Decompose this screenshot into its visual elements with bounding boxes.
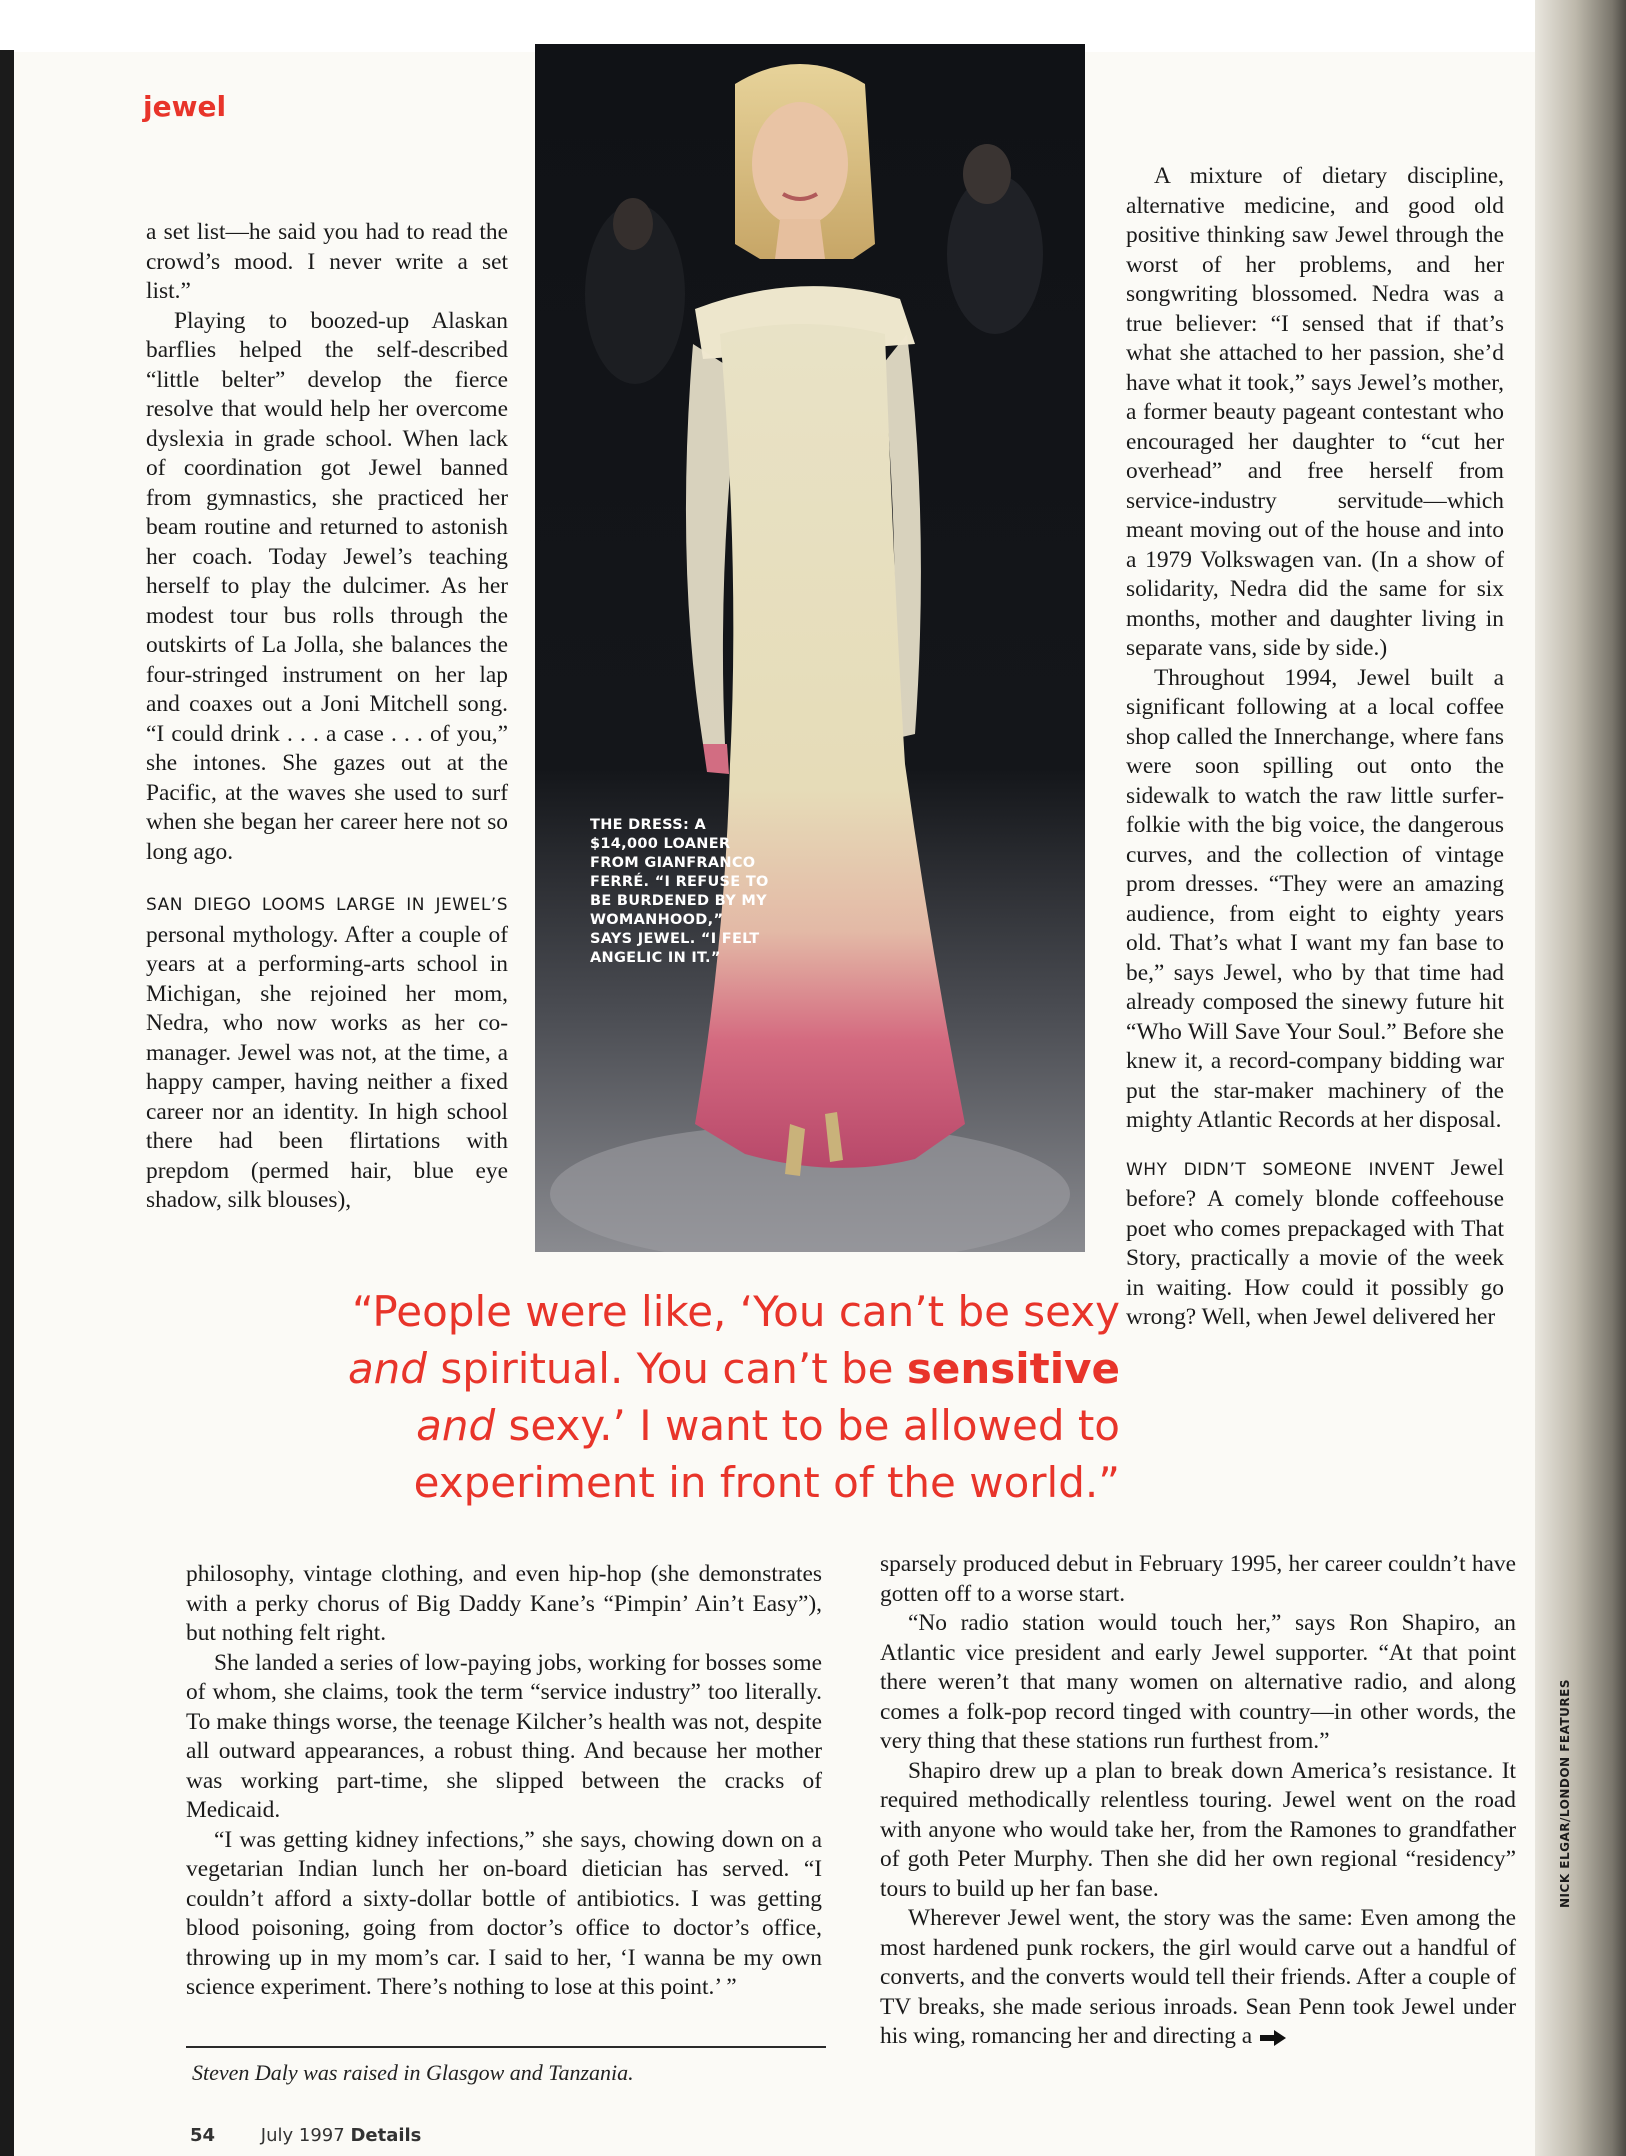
column-3 <box>1126 162 1504 1333</box>
author-bio: Steven Daly was raised in Glasgow and Tanzania. <box>192 2060 634 2085</box>
folio <box>190 2125 421 2146</box>
paragraph: She landed a series of low-paying jobs, working for bosses some of whom, she claims, took the term “service industry” too literally. To make things worse, the teenage Kilcher’s health was not, despite all outward appearances, a robust thing. And because her mother was working part-time, she slipped between the cracks of Medicaid. <box>186 1649 822 1823</box>
section-label: jewel <box>143 90 227 123</box>
photo <box>535 44 1085 1252</box>
paragraph: sparsely produced debut in February 1995, her career couldn’t have gotten off to a worse start. <box>880 1551 1516 1607</box>
section-text: Jewel before? A comely blonde coffeehouse poet who comes prepackaged with That Story, practically a movie of the week in waiting. How could it possibly go wrong? Well, when Jewel delivered her <box>1126 1154 1504 1330</box>
column-bottom-left <box>186 1560 822 2003</box>
bio-rule <box>186 2046 826 2048</box>
paragraph: a set list—he said you had to read the crowd’s mood. I never write a set list.” <box>146 219 508 304</box>
paragraph: “No radio station would touch her,” says Ron Shapiro, an Atlantic vice president and early Jewel supporter. “At that point there weren’t that many women on alternative radio, and along comes a folk-pop record tinged with country—in other words, the very thing that these stations run furthest from.” <box>880 1610 1516 1754</box>
binding-edge <box>0 50 14 2156</box>
section-text: personal mythology. After a couple of years at a performing-arts school in Michigan, she rejoined her mom, Nedra, who now works as her co-manager. Jewel was not, at the time, a happy camper, having neither a fixed career nor an identity. In high school there had been flirtations with prepdom (permed hair, blue eye shadow, silk blouses), <box>146 921 508 1213</box>
issue-date: July 1997 <box>260 2125 345 2146</box>
magazine-name: Details <box>350 2125 422 2146</box>
pull-quote-line: experiment in front of the world.” <box>413 1458 1120 1507</box>
paragraph: Shapiro drew up a plan to break down America’s resistance. It required methodically relentless touring. Jewel went on the road with anyone who would take her, from the Ramones to grandfather of goth Peter Murphy. Then she did her own regional “residency” tours to build up her fan base. <box>880 1757 1516 1902</box>
paragraph: “I was getting kidney infections,” she says, chowing down on a vegetarian Indian lunch her on-board dietician has served. “I couldn’t afford a sixty-dollar bottle of antibiotics. I was getting blood poisoning, going from doctor’s office to doctor’s office, throwing up in my mom’s car. I said to her, ‘I wanna be my own science experiment. There’s nothing to lose at this point.’ ” <box>186 1826 822 2000</box>
right-arrow-icon <box>1260 2030 1286 2046</box>
photo-credit: NICK ELGAR/LONDON FEATURES <box>1558 1679 1572 1908</box>
photo-illustration <box>535 44 1085 1252</box>
paragraph: Wherever Jewel went, the story was the same: Even among the most hardened punk rockers, the girl would carve out a handful of converts, and the converts would tell their friends. After a couple of TV breaks, she made serious inroads. Sean Penn took Jewel under his wing, romancing her and directing a <box>880 1905 1516 2049</box>
page-number: 54 <box>190 2125 216 2146</box>
paragraph: Playing to boozed-up Alaskan barflies helped the self-described “little belter” develop the fierce resolve that would help her overcome dyslexia in grade school. When lack of coordination got Jewel banned from gymnastics, she practiced her beam routine and returned to astonish her coach. Today Jewel’s teaching herself to play the dulcimer. As her modest tour bus rolls through the outskirts of La Jolla, she balances the four-stringed instrument on her lap and coaxes out a Joni Mitchell song. “I could drink . . . a case . . . of you,” she intones. She gazes out at the Pacific, at the waves she used to surf when she began her career here not so long ago. <box>146 307 508 865</box>
photo-caption: THE DRESS: A $14,000 LOANER FROM GIANFRANCO FERRÉ. “I REFUSE TO BE BURDENED BY MY WOMANHOOD,” SAYS JEWEL. “I FELT ANGELIC IN IT.” <box>590 817 769 966</box>
column-bottom-right <box>880 1550 1516 2052</box>
pull-quote-line: and spiritual. You can’t be sensitive <box>347 1344 1120 1393</box>
section-paragraph <box>1126 1154 1504 1333</box>
paragraph: A mixture of dietary discipline, alternative medicine, and good old positive thinking saw Jewel through the worst of her problems, and her songwriting blossomed. Nedra was a true believer: “I sensed that if that’s what she attached to her passion, she’d have what it took,” says Jewel’s mother, a former beauty pageant contestant who encouraged her daughter to “cut her overhead” and free herself from service-industry servitude—which meant moving out of the house and into a 1979 Volkswagen van. (In a show of solidarity, Nedra did the same for six months, mother and daughter living in separate vans, side by side.) <box>1126 163 1504 661</box>
section-paragraph <box>146 889 508 1216</box>
paragraph: Throughout 1994, Jewel built a significant following at a local coffee shop called the Innerchange, where fans were soon spilling out onto the sidewalk to watch the raw little surfer-folkie with the big voice, the dangerous curves, and the collection of vintage prom dresses. “They were an amazing audience, from eight to eighty years old. That’s what I want my fan base to be,” says Jewel, who by that time had already composed the sinewy future hit “Who Will Save Your Soul.” Before she knew it, a record-company bidding war put the star-maker machinery of the mighty Atlantic Records at her disposal. <box>1126 664 1504 1133</box>
pull-quote-line: and sexy.’ I want to be allowed to <box>416 1401 1120 1450</box>
run-in-heading: WHY DIDN’T SOMEONE INVENT <box>1126 1159 1435 1180</box>
pull-quote-line: “People were like, ‘You can’t be sexy <box>351 1287 1120 1336</box>
column-1 <box>146 218 508 1216</box>
paragraph: philosophy, vintage clothing, and even hip-hop (she demonstrates with a perky chorus of Big Daddy Kane’s “Pimpin’ Ain’t Easy”), but nothing felt right. <box>186 1561 822 1646</box>
pull-quote <box>180 1283 1120 1511</box>
run-in-heading: SAN DIEGO LOOMS LARGE IN JEWEL’S <box>146 895 508 915</box>
facing-page-edge <box>1535 0 1626 2156</box>
